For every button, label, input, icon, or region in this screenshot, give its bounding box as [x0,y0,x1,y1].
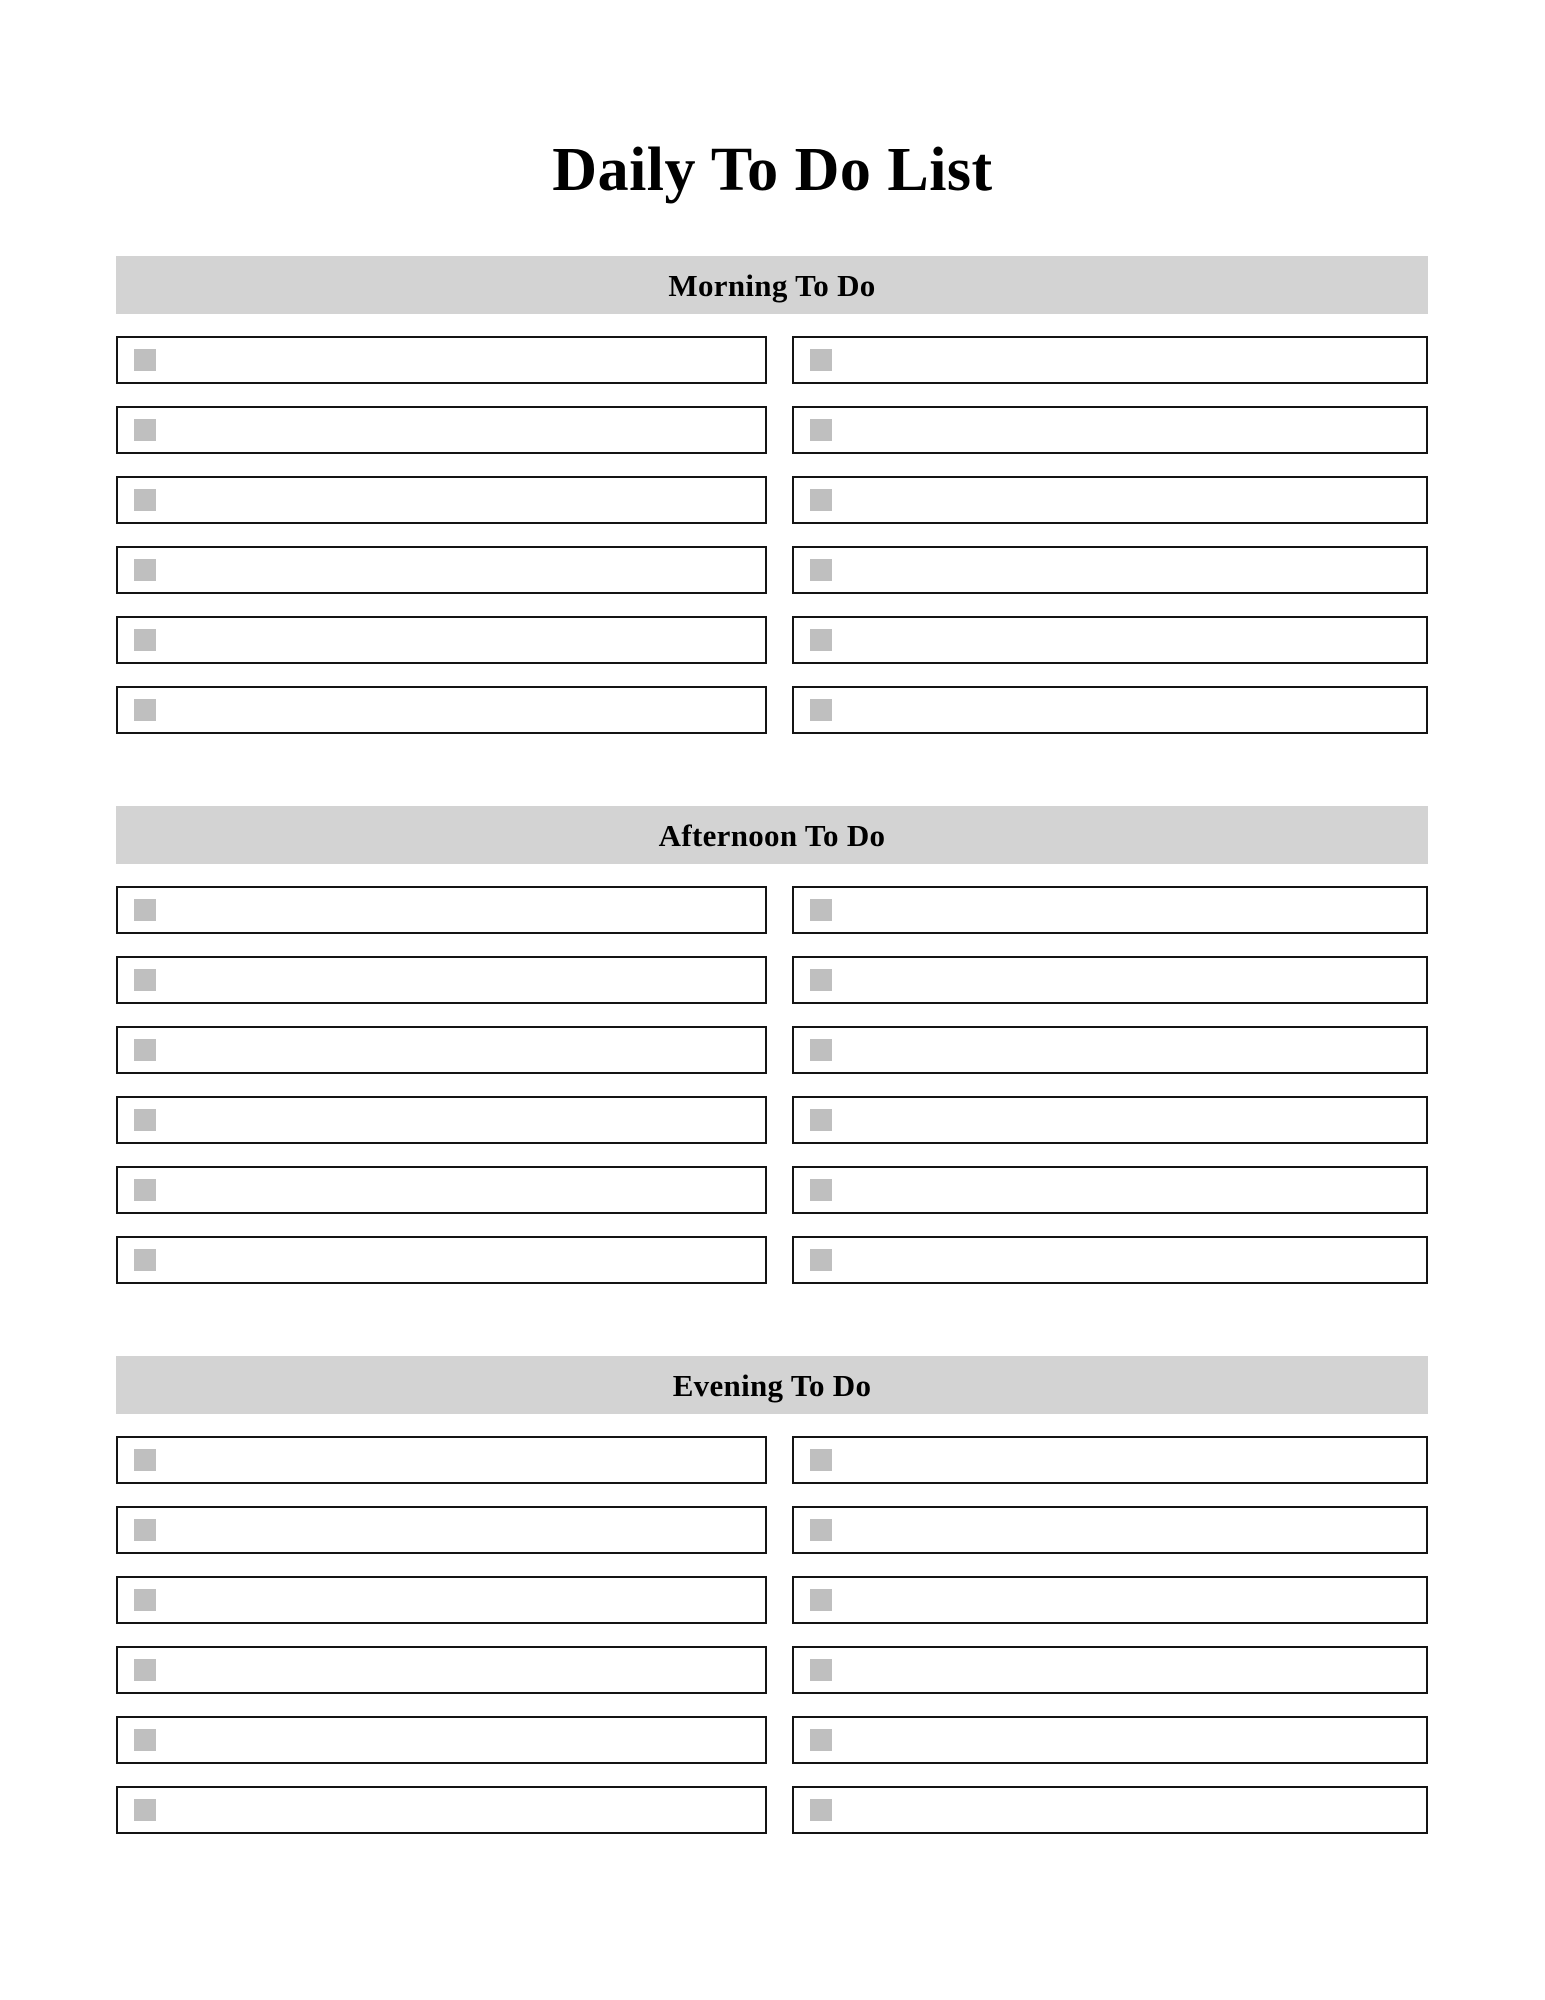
todo-item-evening-2-right[interactable] [792,1506,1428,1554]
checkbox-icon[interactable] [810,559,832,581]
table-row [116,406,1428,454]
table-row [116,956,1428,1004]
todo-item-afternoon-5-left[interactable] [116,1166,767,1214]
table-row [116,1096,1428,1144]
checkbox-icon[interactable] [134,1729,156,1751]
checkbox-icon[interactable] [810,1109,832,1131]
todo-item-morning-5-right[interactable] [792,616,1428,664]
todo-item-morning-1-right[interactable] [792,336,1428,384]
checkbox-icon[interactable] [810,1449,832,1471]
todo-item-morning-1-left[interactable] [116,336,767,384]
section-header-morning [116,256,1428,314]
section-header-afternoon [116,806,1428,864]
table-row [116,1786,1428,1834]
section-header-label: Morning To Do [668,267,876,303]
todo-rows-afternoon [116,886,1428,1284]
todo-item-afternoon-2-left[interactable] [116,956,767,1004]
checkbox-icon[interactable] [134,1799,156,1821]
todo-item-morning-6-right[interactable] [792,686,1428,734]
table-row [116,1236,1428,1284]
todo-item-evening-3-right[interactable] [792,1576,1428,1624]
todo-item-afternoon-2-right[interactable] [792,956,1428,1004]
todo-rows-evening [116,1436,1428,1834]
checkbox-icon[interactable] [810,489,832,511]
todo-item-morning-4-right[interactable] [792,546,1428,594]
checkbox-icon[interactable] [134,1179,156,1201]
checkbox-icon[interactable] [134,1109,156,1131]
section-evening [116,1356,1428,1834]
section-header-label: Afternoon To Do [658,817,886,853]
checkbox-icon[interactable] [134,1519,156,1541]
checkbox-icon[interactable] [810,1659,832,1681]
checkbox-icon[interactable] [810,1589,832,1611]
checkbox-icon[interactable] [134,1589,156,1611]
todo-item-morning-5-left[interactable] [116,616,767,664]
checkbox-icon[interactable] [810,899,832,921]
table-row [116,886,1428,934]
table-row [116,336,1428,384]
todo-item-afternoon-4-left[interactable] [116,1096,767,1144]
checkbox-icon[interactable] [134,349,156,371]
table-row [116,616,1428,664]
todo-item-afternoon-1-left[interactable] [116,886,767,934]
todo-item-morning-2-right[interactable] [792,406,1428,454]
todo-item-evening-5-right[interactable] [792,1716,1428,1764]
checkbox-icon[interactable] [134,489,156,511]
todo-item-afternoon-1-right[interactable] [792,886,1428,934]
todo-item-evening-1-right[interactable] [792,1436,1428,1484]
section-header-evening [116,1356,1428,1414]
todo-item-evening-4-left[interactable] [116,1646,767,1694]
section-morning [116,256,1428,734]
checkbox-icon[interactable] [810,1249,832,1271]
checkbox-icon[interactable] [810,1039,832,1061]
section-header-label: Evening To Do [672,1367,872,1403]
checkbox-icon[interactable] [134,969,156,991]
table-row [116,1506,1428,1554]
table-row [116,1166,1428,1214]
todo-item-morning-2-left[interactable] [116,406,767,454]
checkbox-icon[interactable] [810,699,832,721]
page-title: Daily To Do List [552,135,993,204]
checkbox-icon[interactable] [810,1179,832,1201]
todo-item-evening-1-left[interactable] [116,1436,767,1484]
todo-item-evening-5-left[interactable] [116,1716,767,1764]
todo-item-morning-3-left[interactable] [116,476,767,524]
table-row [116,1716,1428,1764]
todo-item-afternoon-3-right[interactable] [792,1026,1428,1074]
todo-item-afternoon-3-left[interactable] [116,1026,767,1074]
checkbox-icon[interactable] [810,1519,832,1541]
todo-rows-morning [116,336,1428,734]
todo-item-evening-6-left[interactable] [116,1786,767,1834]
todo-item-evening-2-left[interactable] [116,1506,767,1554]
checkbox-icon[interactable] [134,1039,156,1061]
table-row [116,1646,1428,1694]
checkbox-icon[interactable] [810,969,832,991]
todo-item-morning-4-left[interactable] [116,546,767,594]
checkbox-icon[interactable] [134,899,156,921]
checkbox-icon[interactable] [810,349,832,371]
todo-item-morning-6-left[interactable] [116,686,767,734]
table-row [116,546,1428,594]
todo-item-morning-3-right[interactable] [792,476,1428,524]
section-afternoon [116,806,1428,1284]
checkbox-icon[interactable] [134,559,156,581]
checkbox-icon[interactable] [134,419,156,441]
table-row [116,1436,1428,1484]
checkbox-icon[interactable] [810,419,832,441]
checkbox-icon[interactable] [134,1659,156,1681]
checkbox-icon[interactable] [810,1729,832,1751]
checkbox-icon[interactable] [134,1249,156,1271]
todo-item-afternoon-6-left[interactable] [116,1236,767,1284]
checkbox-icon[interactable] [134,1449,156,1471]
checkbox-icon[interactable] [810,629,832,651]
table-row [116,1576,1428,1624]
checkbox-icon[interactable] [134,629,156,651]
todo-item-evening-6-right[interactable] [792,1786,1428,1834]
todo-item-afternoon-5-right[interactable] [792,1166,1428,1214]
todo-item-evening-4-right[interactable] [792,1646,1428,1694]
table-row [116,686,1428,734]
checkbox-icon[interactable] [134,699,156,721]
checkbox-icon[interactable] [810,1799,832,1821]
todo-item-afternoon-4-right[interactable] [792,1096,1428,1144]
todo-item-evening-3-left[interactable] [116,1576,767,1624]
table-row [116,1026,1428,1074]
table-row [116,476,1428,524]
todo-item-afternoon-6-right[interactable] [792,1236,1428,1284]
